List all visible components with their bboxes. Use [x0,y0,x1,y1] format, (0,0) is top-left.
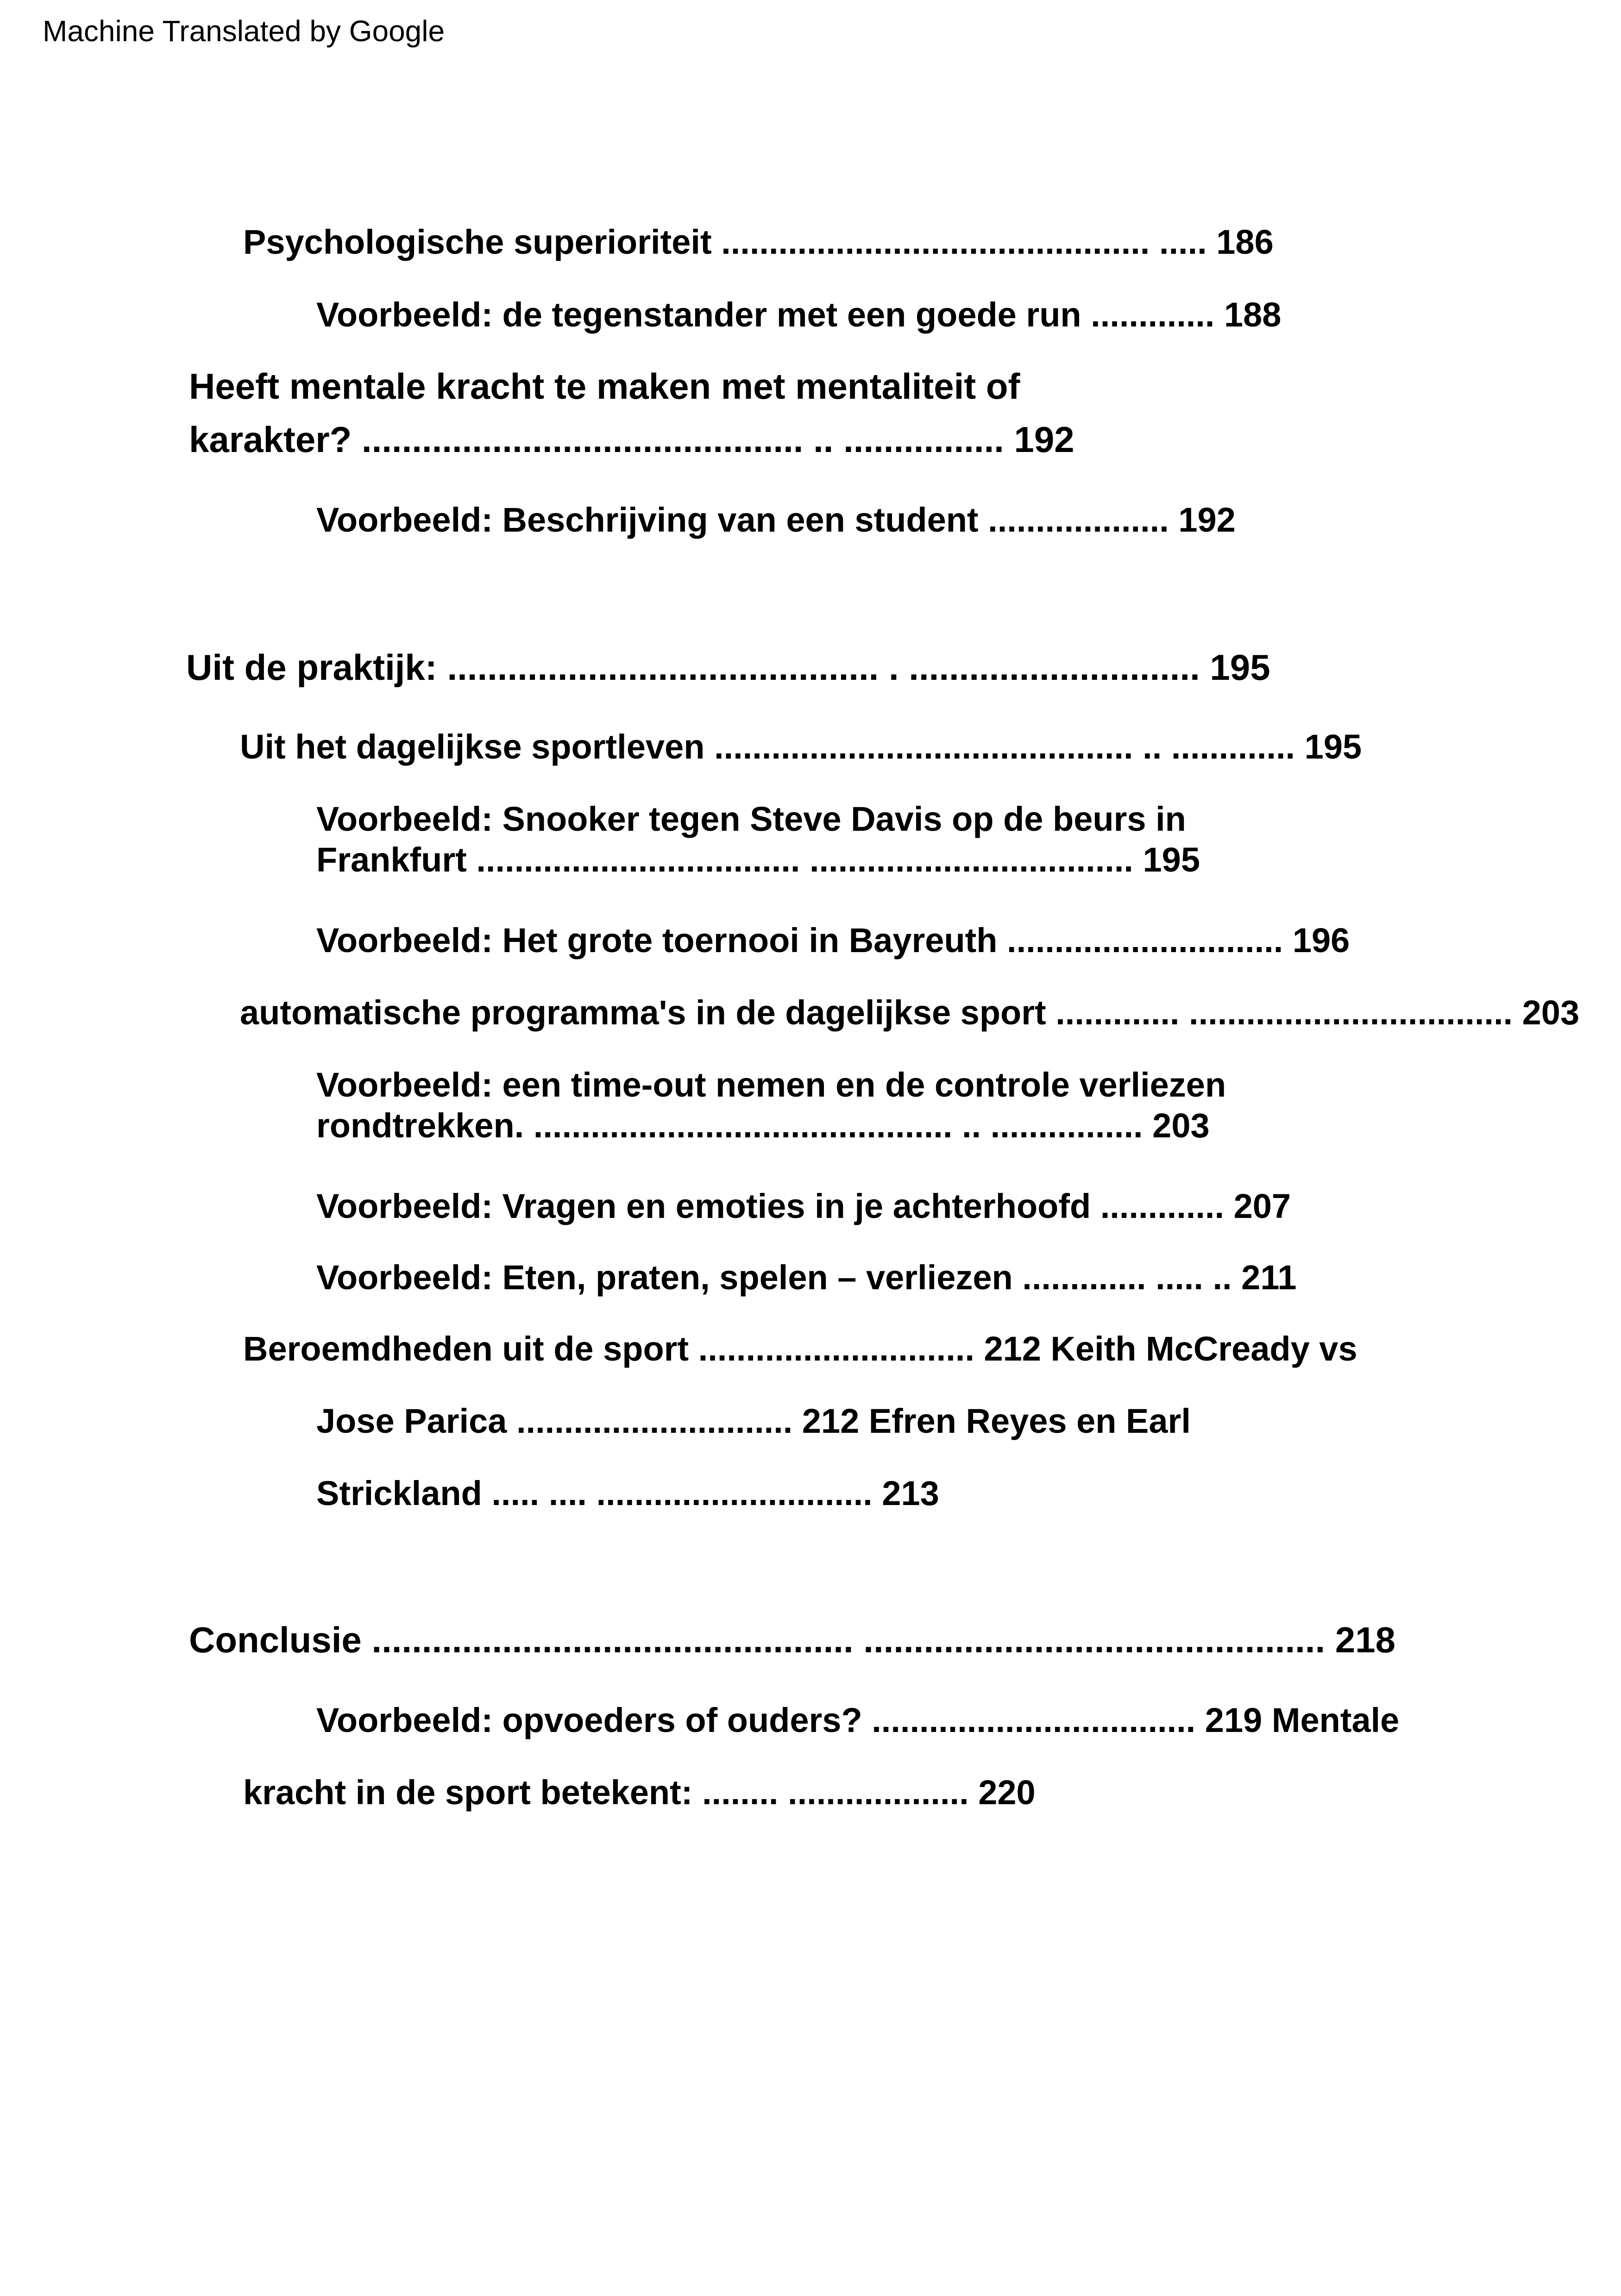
toc-entry-mentale-kracht-betekent: kracht in de sport betekent: ........ ................... 220 [243,1773,1036,1812]
toc-entry-voorbeeld-snooker-line1: Voorbeeld: Snooker tegen Steve Davis op de beurs in [316,800,1186,838]
toc-entry-voorbeeld-opvoeders: Voorbeeld: opvoeders of ouders? .................................. 219 Mentale [316,1701,1400,1739]
toc-entry-voorbeeld-time-out-line2: rondtrekken. ............................................ .. ................ 203 [316,1106,1210,1145]
toc-entry-voorbeeld-time-out-line1: Voorbeeld: een time-out nemen en de controle verliezen [316,1066,1226,1104]
toc-entry-conclusie: Conclusie ................................................ .............................................. 218 [189,1619,1395,1660]
toc-entry-mentale-kracht-line2: karakter? ............................................ .. ................ 192 [189,419,1074,460]
toc-entry-voorbeeld-tegenstander: Voorbeeld: de tegenstander met een goede run ............. 188 [316,295,1282,334]
machine-translation-note: Machine Translated by Google [43,14,445,48]
toc-entry-mentale-kracht-line1: Heeft mentale kracht te maken met mentaliteit of [189,366,1020,407]
toc-entry-uit-de-praktijk: Uit de praktijk: ........................................... . ............................. 195 [186,647,1270,688]
toc-entry-jose-parica: Jose Parica ............................. 212 Efren Reyes en Earl [316,1402,1191,1440]
toc-entry-voorbeeld-bayreuth: Voorbeeld: Het grote toernooi in Bayreuth ............................. 196 [316,921,1350,960]
toc-entry-strickland: Strickland ..... .... ............................. 213 [316,1474,939,1512]
toc-entry-beroemdheden: Beroemdheden uit de sport ............................. 212 Keith McCready vs [243,1330,1357,1368]
toc-entry-dagelijkse-sportleven: Uit het dagelijkse sportleven ............................................ .. ............. 195 [240,728,1362,766]
toc-entry-automatische-programmas: automatische programma's in de dagelijkse sport ............. .................................. 203 [240,993,1580,1032]
toc-entry-voorbeeld-eten-praten: Voorbeeld: Eten, praten, spelen – verliezen ............. ..... .. 211 [316,1258,1297,1297]
toc-entry-voorbeeld-snooker-line2: Frankfurt .................................. .................................. 195 [316,841,1200,879]
toc-entry-voorbeeld-student: Voorbeeld: Beschrijving van een student ................... 192 [316,501,1236,539]
toc-entry-voorbeeld-vragen-emoties: Voorbeeld: Vragen en emoties in je achterhoofd ............. 207 [316,1187,1291,1225]
toc-entry-psychologische-superioriteit: Psychologische superioriteit ............................................. ..... 186 [243,223,1274,261]
